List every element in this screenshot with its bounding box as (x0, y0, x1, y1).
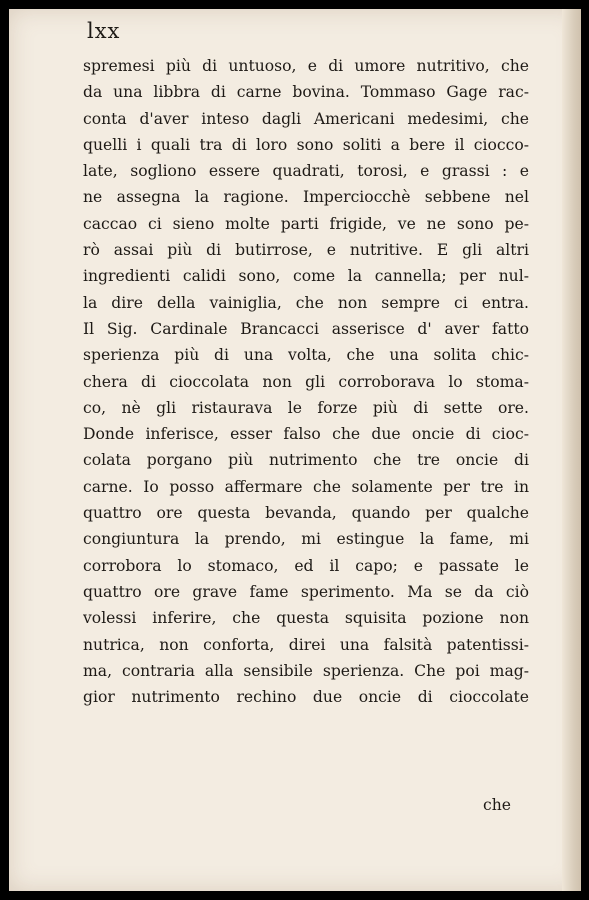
text-line: corrobora lo stomaco, ed il capo; e passate le (83, 556, 529, 575)
text-line: quattro ore grave fame sperimento. Ma se da ciò (83, 582, 529, 601)
text-line: ma, contraria alla sensibile sperienza. Che poi mag- (83, 661, 529, 680)
body-text (83, 53, 529, 710)
page-number: lxx (87, 19, 121, 43)
text-line: da una libbra di carne bovina. Tommaso Gage rac- (83, 83, 529, 102)
page-edge-shadow (562, 9, 581, 891)
text-line: Donde inferisce, esser falso che due oncie di cioc- (83, 425, 529, 444)
text-line: ne assegna la ragione. Imperciocchè sebbene nel (83, 188, 529, 207)
text-line: conta d'aver inteso dagli Americani medesimi, che (83, 109, 529, 128)
text-line: chera di cioccolata non gli corroborava lo stoma- (83, 372, 529, 391)
text-line: caccao ci sieno molte parti frigide, ve ne sono pe- (83, 214, 529, 233)
book-page (9, 9, 581, 891)
text-line: carne. Io posso affermare che solamente per tre in (83, 477, 529, 496)
text-line: la dire della vainiglia, che non sempre ci entra. (83, 293, 529, 312)
text-line: rò assai più di butirrose, e nutritive. E gli altri (83, 241, 529, 260)
text-line: volessi inferire, che questa squisita pozione non (83, 609, 529, 628)
text-line: quattro ore questa bevanda, quando per qualche (83, 504, 529, 523)
text-line: spremesi più di untuoso, e di umore nutritivo, che (83, 57, 529, 75)
text-line: ingredienti calidi sono, come la cannella; per nul- (83, 267, 529, 286)
catchword: che (483, 796, 512, 814)
text-line: congiuntura la prendo, mi estingue la fame, mi (83, 530, 529, 549)
text-line: late, sogliono essere quadrati, torosi, e grassi : e (83, 162, 529, 181)
text-line: nutrica, non conforta, direi una falsità patentissi- (83, 635, 529, 654)
text-line: quelli i quali tra di loro sono soliti a bere il ciocco- (83, 135, 529, 154)
text-line: sperienza più di una volta, che una solita chic- (83, 346, 529, 365)
text-line: gior nutrimento rechino due oncie di cioccolate (83, 688, 529, 707)
text-line: co, nè gli ristaurava le forze più di sette ore. (83, 398, 529, 417)
text-line: Il Sig. Cardinale Brancacci asserisce d' aver fatto (83, 319, 529, 338)
text-line: colata porgano più nutrimento che tre oncie di (83, 451, 529, 470)
